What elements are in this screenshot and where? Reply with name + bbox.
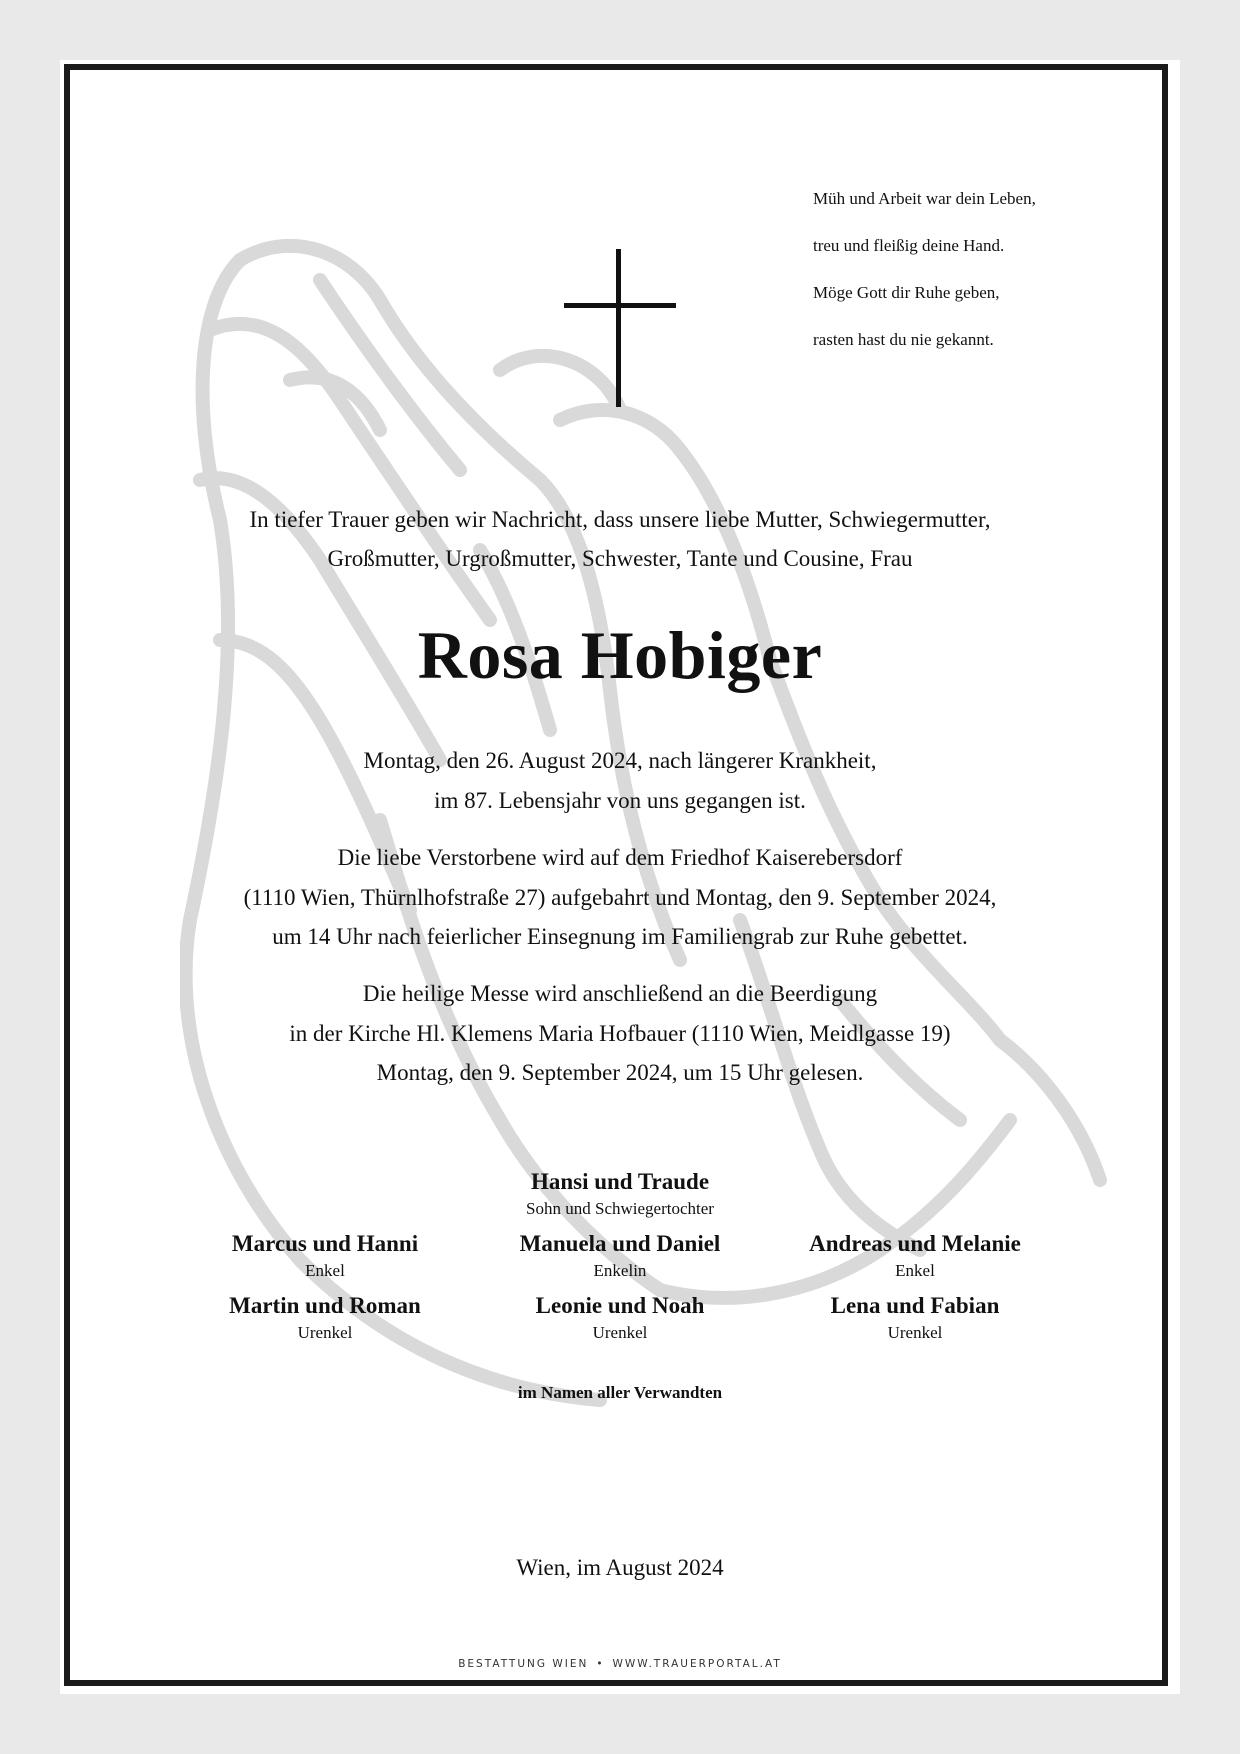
signoff: im Namen aller Verwandten (517, 1383, 723, 1402)
mourner-relation: Sohn und Schwiegertochter (526, 1199, 714, 1218)
mourner-name: Lena und Fabian (830, 1293, 1000, 1318)
burial-line: Die liebe Verstorbene wird auf dem Friedhof Kaiserebersdorf (337, 845, 903, 870)
mass-line: Die heilige Messe wird anschließend an die Beerdigung (362, 981, 878, 1006)
verse-line: Möge Gott dir Ruhe geben, (813, 282, 1000, 302)
place-date: Wien, im August 2024 (516, 1555, 724, 1580)
verse-line: Müh und Arbeit war dein Leben, (813, 188, 1036, 208)
mourner (470, 1167, 770, 1221)
mourner (175, 1291, 475, 1345)
verse (813, 163, 1143, 375)
burial-line: (1110 Wien, Thürnlhofstraße 27) aufgebahrt und Montag, den 9. September 2024, (243, 884, 997, 910)
mass-line: in der Kirche Hl. Klemens Maria Hofbauer (1110 Wien, Meidlgasse 19) (289, 1020, 951, 1046)
intro-line: Großmutter, Urgroßmutter, Schwester, Tante und Cousine, Frau (327, 546, 913, 571)
footer-separator: • (596, 1658, 605, 1670)
mourner (175, 1229, 475, 1283)
death-notice-line: Montag, den 26. August 2024, nach längerer Krankheit, (363, 748, 877, 773)
mourner-name: Andreas und Melanie (809, 1231, 1021, 1256)
verse-line: treu und fleißig deine Hand. (813, 235, 1005, 255)
mourner-relation: Enkel (895, 1261, 935, 1280)
footer (120, 1658, 1120, 1670)
footer-company: BESTATTUNG WIEN (458, 1658, 589, 1670)
mourner-name: Martin und Roman (229, 1293, 421, 1318)
footer-url: WWW.TRAUERPORTAL.AT (612, 1658, 782, 1670)
mourner (470, 1229, 770, 1283)
mourner-relation: Urenkel (887, 1323, 943, 1342)
burial-details (120, 838, 1120, 957)
mourner (765, 1291, 1065, 1345)
verse-line: rasten hast du nie gekannt. (813, 329, 994, 349)
mourner-name: Leonie und Noah (535, 1293, 705, 1318)
mourner-name: Hansi und Traude (530, 1169, 710, 1194)
mass-details (120, 974, 1120, 1093)
deceased-name: Rosa Hobiger (417, 617, 823, 693)
mourner-relation: Urenkel (297, 1323, 353, 1342)
mourner-name: Marcus und Hanni (231, 1231, 419, 1256)
mourner-relation: Enkelin (593, 1261, 647, 1280)
intro-line: In tiefer Trauer geben wir Nachricht, dass unsere liebe Mutter, Schwiegermutter, (249, 507, 991, 532)
cross-icon (564, 249, 676, 407)
death-notice-line: im 87. Lebensjahr von uns gegangen ist. (434, 787, 806, 813)
mourner-relation: Urenkel (592, 1323, 648, 1342)
mourner-name: Manuela und Daniel (519, 1231, 721, 1256)
intro-text (120, 500, 1120, 578)
mourner (765, 1229, 1065, 1283)
death-notice (120, 741, 1120, 820)
mourner (470, 1291, 770, 1345)
burial-line: um 14 Uhr nach feierlicher Einsegnung im Familiengrab zur Ruhe gebettet. (272, 924, 968, 949)
mourner-relation: Enkel (305, 1261, 345, 1280)
mass-line: Montag, den 9. September 2024, um 15 Uhr gelesen. (376, 1060, 864, 1085)
